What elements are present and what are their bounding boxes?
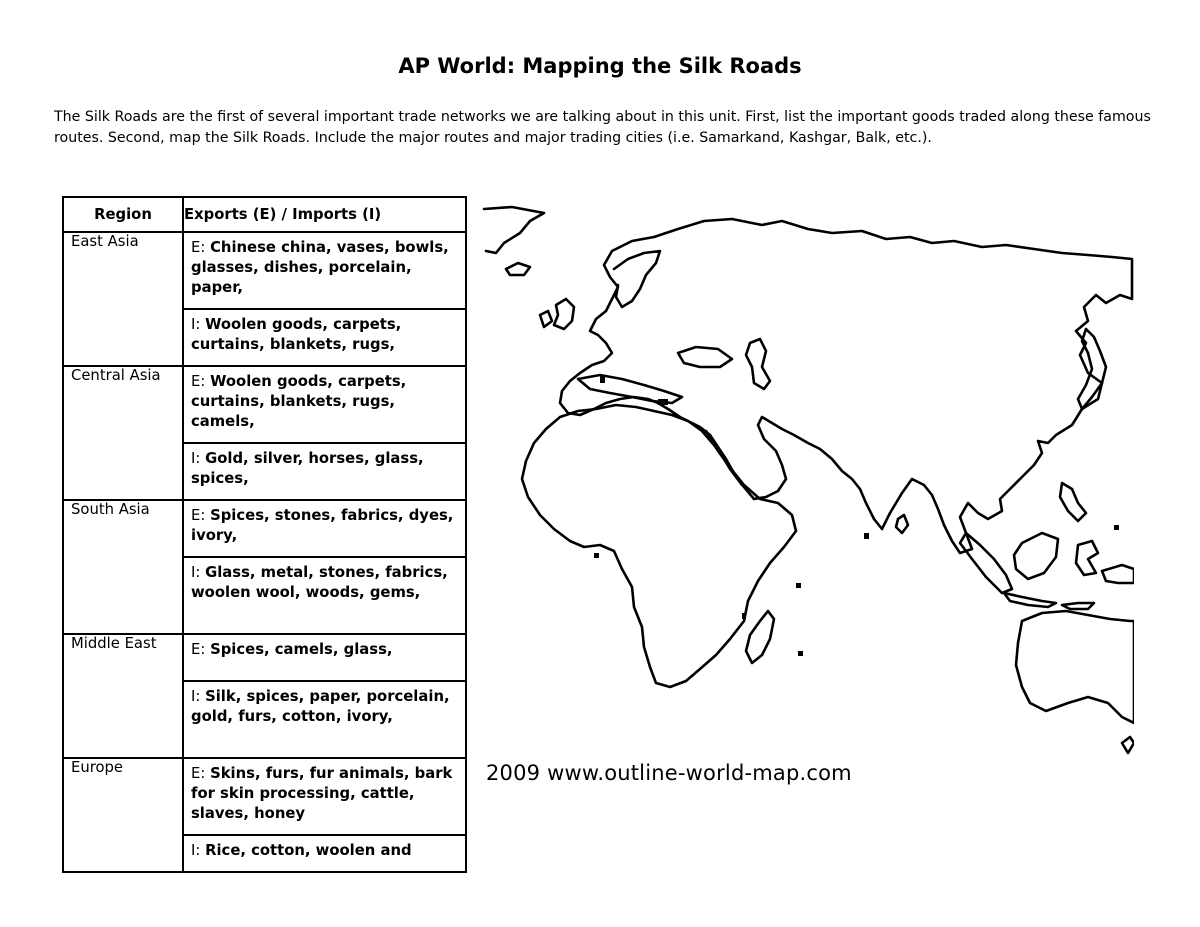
imports-prefix: I: — [191, 316, 201, 333]
island-mark — [600, 375, 605, 383]
exports-prefix: E: — [191, 239, 206, 256]
world-outline-map — [482, 203, 1134, 759]
sri-lanka-outline — [896, 515, 908, 533]
table-row — [63, 634, 466, 681]
island-mark — [796, 583, 801, 588]
greenland-outline — [484, 207, 544, 253]
exports-prefix: E: — [191, 507, 206, 524]
japan-outline — [1078, 329, 1106, 409]
map-credit: 2009 www.outline-world-map.com — [486, 761, 852, 785]
exports-cell — [183, 634, 466, 681]
imports-list: Woolen goods, carpets, curtains, blankets, rugs, — [191, 316, 402, 353]
table-row — [63, 758, 466, 835]
table-row — [63, 232, 466, 309]
exports-list: Skins, furs, fur animals, bark for skin processing, cattle, slaves, honey — [191, 765, 453, 822]
island-mark — [742, 613, 746, 619]
imports-prefix: I: — [191, 842, 201, 859]
ireland-outline — [540, 311, 552, 327]
imports-prefix: I: — [191, 688, 201, 705]
trade-goods-table — [62, 196, 467, 873]
caspian-sea-outline — [746, 339, 770, 389]
region-column-header: Region — [63, 197, 183, 232]
madagascar-outline — [746, 611, 774, 663]
imports-cell — [183, 557, 466, 634]
region-cell: Europe — [63, 758, 183, 872]
scandinavia-outline — [614, 251, 660, 307]
exports-prefix: E: — [191, 373, 206, 390]
island-mark — [1114, 525, 1119, 530]
java-outline — [1004, 593, 1056, 607]
instructions-paragraph: The Silk Roads are the first of several important trade networks we are talking about in this unit. First, list the important goods traded along these famous routes. Second, map the Silk Roads. Include the major routes and major trading cities (i.e. Samarkand, Kashgar, Balk, etc.). — [54, 109, 1151, 146]
table-header-row — [63, 197, 466, 232]
table-row — [63, 500, 466, 557]
island-mark — [658, 399, 668, 405]
imports-list: Glass, metal, stones, fabrics, woolen wool, woods, gems, — [191, 564, 448, 601]
exports-list: Woolen goods, carpets, curtains, blankets, rugs, camels, — [191, 373, 407, 430]
imports-cell — [183, 443, 466, 500]
imports-prefix: I: — [191, 564, 201, 581]
sunda-outline — [1062, 603, 1094, 609]
exports-prefix: E: — [191, 641, 206, 658]
imports-list: Rice, cotton, woolen and — [205, 842, 412, 859]
imports-prefix: I: — [191, 450, 201, 467]
exports-cell — [183, 500, 466, 557]
philippines-outline — [1060, 483, 1086, 521]
new-zealand-outline — [1122, 737, 1134, 753]
region-cell: Central Asia — [63, 366, 183, 500]
exports-cell — [183, 232, 466, 309]
exports-prefix: E: — [191, 765, 206, 782]
black-sea-outline — [678, 347, 732, 367]
exports-list: Spices, stones, fabrics, dyes, ivory, — [191, 507, 454, 544]
sulawesi-outline — [1076, 541, 1098, 575]
goods-column-header: Exports (E) / Imports (I) — [183, 197, 466, 232]
island-mark — [798, 651, 803, 656]
sumatra-outline — [960, 533, 1012, 593]
exports-cell — [183, 758, 466, 835]
borneo-outline — [1014, 533, 1058, 579]
red-sea-outline — [706, 431, 742, 485]
exports-cell — [183, 366, 466, 443]
page-title: AP World: Mapping the Silk Roads — [398, 54, 802, 78]
imports-cell — [183, 681, 466, 758]
region-cell: East Asia — [63, 232, 183, 366]
exports-list: Chinese china, vases, bowls, glasses, dishes, porcelain, paper, — [191, 239, 449, 296]
imports-list: Gold, silver, horses, glass, spices, — [191, 450, 424, 487]
imports-list: Silk, spices, paper, porcelain, gold, furs, cotton, ivory, — [191, 688, 450, 725]
africa-outline — [522, 405, 796, 687]
region-cell: South Asia — [63, 500, 183, 634]
australia-outline — [1016, 611, 1134, 723]
region-cell: Middle East — [63, 634, 183, 758]
island-mark — [864, 533, 869, 539]
table-row — [63, 366, 466, 443]
iceland-outline — [506, 263, 530, 275]
exports-list: Spices, camels, glass, — [210, 641, 393, 658]
imports-cell — [183, 309, 466, 366]
new-guinea-outline — [1102, 565, 1134, 583]
imports-cell — [183, 835, 466, 872]
island-mark — [594, 553, 599, 558]
britain-outline — [554, 299, 574, 329]
